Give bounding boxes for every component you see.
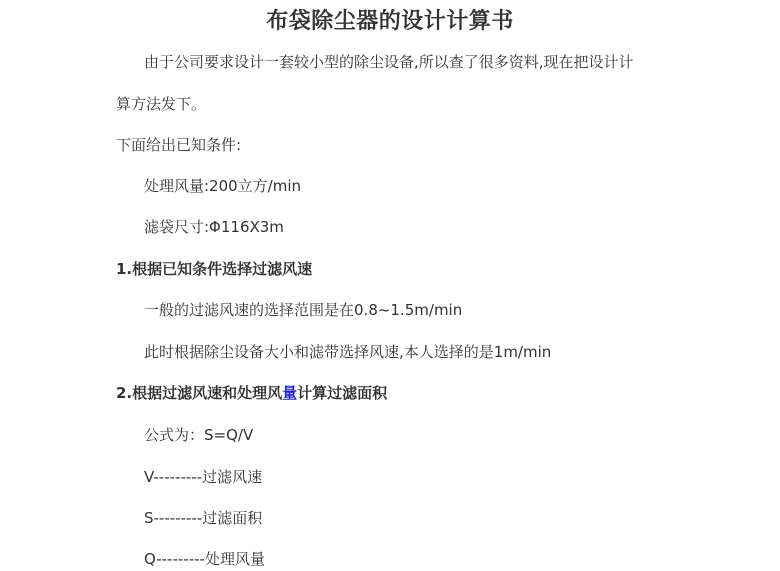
section2-heading-highlight: 量 [282,384,298,402]
document-title: 布袋除尘器的设计计算书 [266,8,514,34]
section1-heading: 1.根据已知条件选择过滤风速 [116,260,313,278]
known-conditions-label: 下面给出已知条件: [116,136,242,154]
section2-heading-part1: 2.根据过滤风速和处理风 [116,384,283,402]
v-definition-line: V---------过滤风速 [144,468,263,486]
formula-line: 公式为：S=Q/V [144,426,254,444]
intro-paragraph-line2: 算方法发下。 [116,95,207,113]
air-volume-line: 处理风量:200立方/min [144,177,302,195]
intro-paragraph-line1: 由于公司要求设计一套较小型的除尘设备,所以查了很多资料,现在把设计计 [144,53,634,71]
s-definition-line: S---------过滤面积 [144,509,263,527]
section2-heading-part2: 计算过滤面积 [297,384,388,402]
bag-size-line: 滤袋尺寸:Φ116X3m [144,218,284,236]
section1-line2: 此时根据除尘设备大小和滤带选择风速,本人选择的是1m/min [144,343,552,361]
section2-heading [116,383,387,403]
section1-line1: 一般的过滤风速的选择范围是在0.8~1.5m/min [144,301,463,319]
q-definition-line: Q---------处理风量 [144,550,265,568]
